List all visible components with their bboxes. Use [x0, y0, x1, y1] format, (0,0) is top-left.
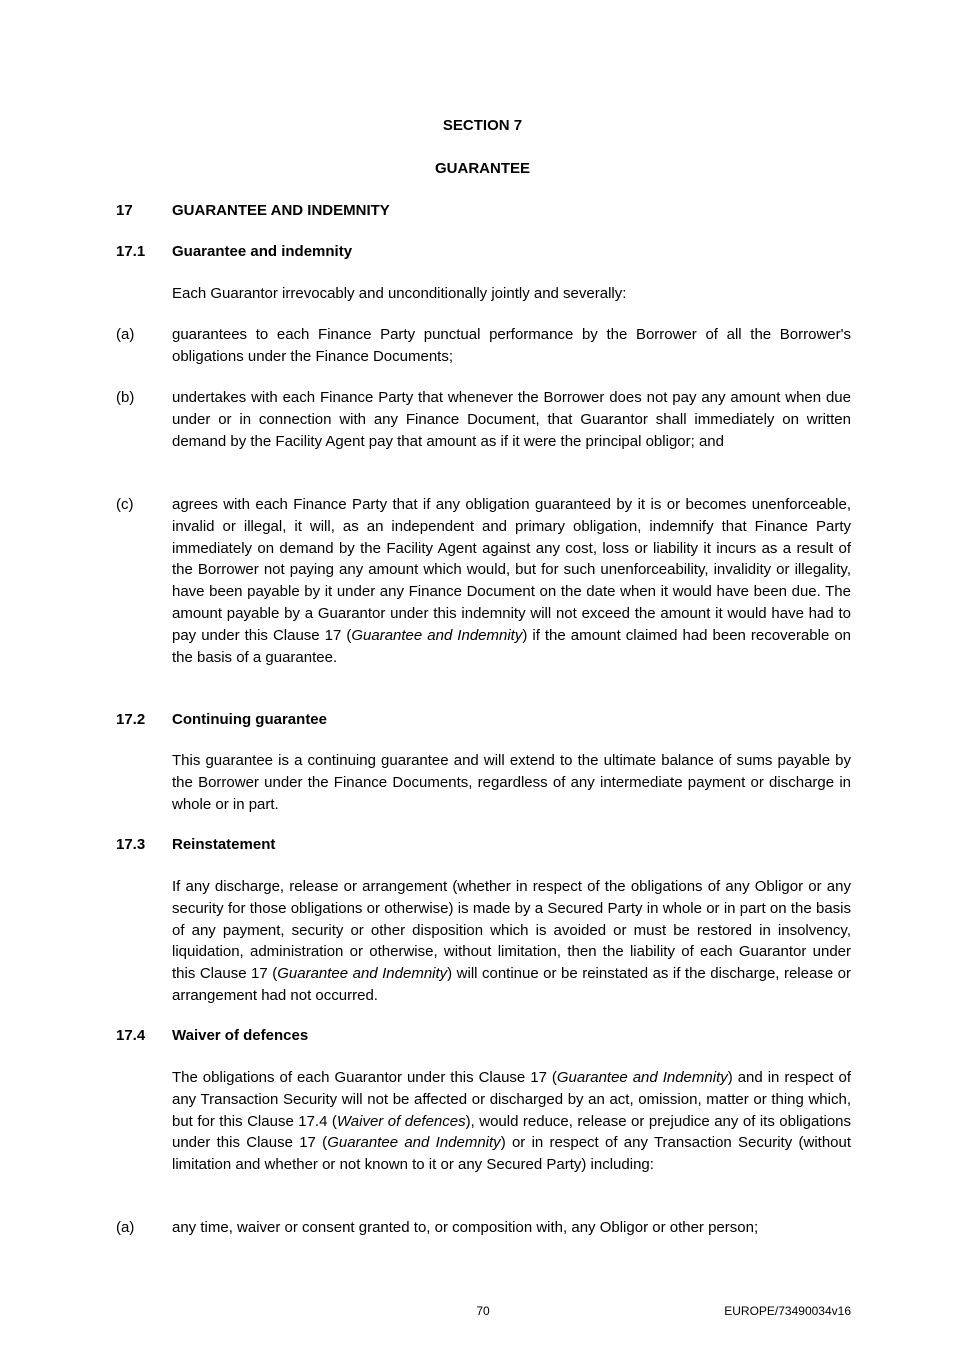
clause-17-2-text: This guarantee is a continuing guarantee and will extend to the ultimate balance of sums payable by the Borrower under the Finance Documents, regardless of any intermediate payment or discharge in whole or in part.	[172, 752, 851, 813]
clause-17-2-number: 17.2	[116, 711, 146, 728]
clause-17-2-title: Continuing guarantee	[172, 711, 327, 728]
clause-17-3-text: If any discharge, release or arrangement (whether in respect of the obligations of any Obligor or any security for those obligations or otherwise) is made by a Secured Party in whole or in part on the basis of any payment, security or other disposition which is avoided or must be restored in insolvency, liquidation, administration or otherwise, without limitation, then the liability of each Guarantor under this Clause 17 (Guarantee and Indemnity) will continue or be reinstated as if the discharge, release or arrangement had not occurred.	[172, 878, 851, 1004]
section-number: SECTION 7	[442, 117, 523, 134]
clause-17-3-number: 17.3	[116, 836, 146, 853]
item-c-label: (c)	[116, 496, 134, 513]
item-a-text: guarantees to each Finance Party punctual performance by the Borrower of all the Borrower's obligations under the Finance Documents;	[172, 326, 851, 365]
item-b-label: (b)	[116, 389, 135, 406]
clause-17-title: GUARANTEE AND INDEMNITY	[172, 202, 390, 219]
clause-17-3-title: Reinstatement	[172, 836, 276, 853]
clause-17-1-number: 17.1	[116, 243, 146, 260]
clause-17-4-number: 17.4	[116, 1027, 146, 1044]
item-a-label: (a)	[116, 326, 135, 343]
clause-17-4-title: Waiver of defences	[172, 1027, 309, 1044]
item-c-text: agrees with each Finance Party that if any obligation guaranteed by it is or becomes unenforceable, invalid or illegal, it will, as an independent and primary obligation, indemnify that Finance Party immediately on demand by the Facility Agent against any cost, loss or liability it incurs as a result of the Borrower not paying any amount which would, but for such unenforceability, invalidity or illegality, have been payable by it under any Finance Document on the date when it would have been due. The amount payable by a Guarantor under this indemnity will not exceed the amount it would have had to pay under this Clause 17 (Guarantee and Indemnity) if the amount claimed had been recoverable on the basis of a guarantee.	[172, 496, 851, 666]
document-reference: EUROPE/73490034v16	[724, 1304, 851, 1318]
waiver-item-a-label: (a)	[116, 1219, 135, 1236]
clause-17-4-text: The obligations of each Guarantor under this Clause 17 (Guarantee and Indemnity) and in respect of any Transaction Security will not be affected or discharged by an act, omission, matter or thing which, but for this Clause 17.4 (Waiver of defences), would reduce, release or prejudice any of its obligations under this Clause 17 (Guarantee and Indemnity) or in respect of any Transaction Security (without limitation and whether or not known to it or any Secured Party) including:	[172, 1069, 852, 1174]
clause-17-1-intro: Each Guarantor irrevocably and unconditionally jointly and severally:	[172, 285, 627, 302]
clause-17-1-title: Guarantee and indemnity	[172, 243, 353, 260]
item-b-text: undertakes with each Finance Party that whenever the Borrower does not pay any amount when due under or in connection with any Finance Document, that Guarantor shall immediately on written demand by the Facility Agent pay that amount as if it were the principal obligor; and	[172, 389, 851, 450]
clause-17-number: 17	[116, 202, 133, 219]
page-number: 70	[476, 1304, 490, 1318]
section-title: GUARANTEE	[434, 160, 530, 177]
waiver-item-a-text: any time, waiver or consent granted to, or composition with, any Obligor or other person;	[172, 1219, 759, 1236]
